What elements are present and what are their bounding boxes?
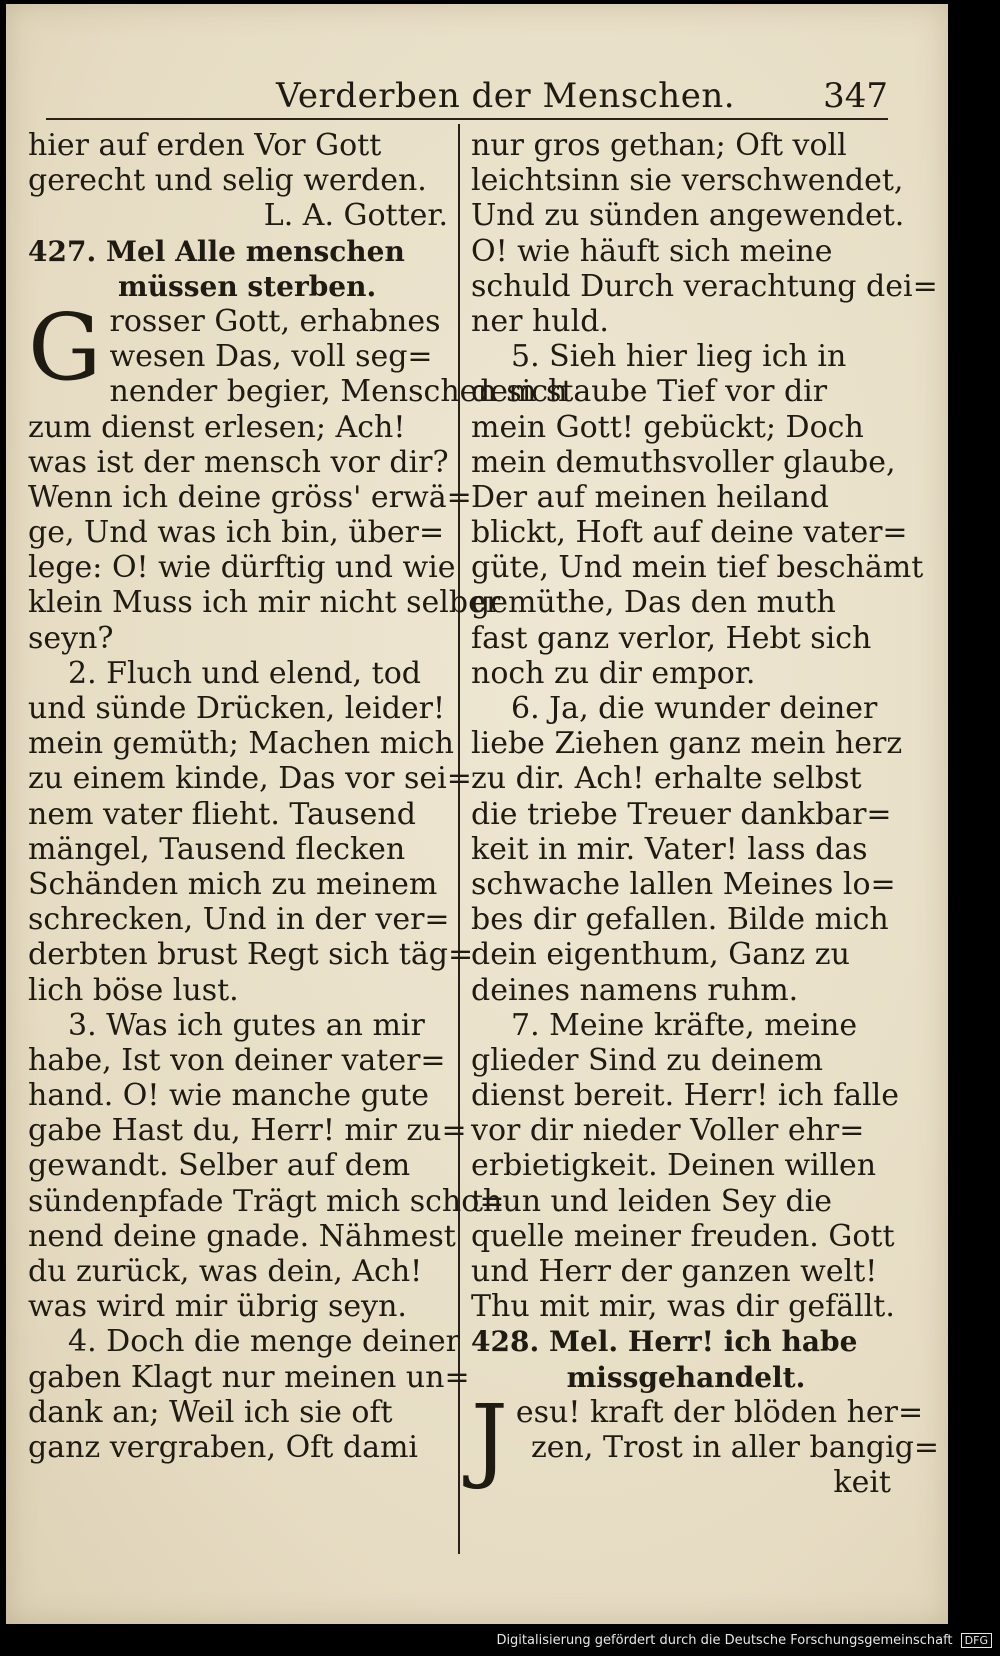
text-line-content: bes dir gefallen. Bilde mich <box>471 902 889 938</box>
text-line <box>28 198 458 233</box>
text-line <box>471 1078 901 1113</box>
text-line <box>471 691 901 726</box>
text-line-content: deines namens ruhm. <box>471 972 799 1008</box>
text-line <box>471 128 901 163</box>
text-line-content: leichtsinn sie verschwendet, <box>471 163 904 199</box>
text-line-content: und Herr der ganzen welt! <box>471 1254 878 1289</box>
text-line <box>471 163 904 199</box>
text-line-content: die triebe Treuer dankbar= <box>471 796 892 832</box>
text-line <box>471 515 908 551</box>
text-line-content: 3. Was ich gutes an mir <box>68 1007 425 1043</box>
text-line-content: 6. Ja, die wunder deiner <box>511 691 878 726</box>
text-line <box>471 374 901 409</box>
text-line-content: 4. Doch die menge deiner <box>68 1324 461 1360</box>
text-line <box>471 1043 901 1078</box>
text-line-content: nender begier, Menschen sich <box>109 374 568 410</box>
text-line <box>28 1324 461 1360</box>
text-line <box>471 585 901 620</box>
text-line <box>471 1148 901 1183</box>
text-line-content: dem staube Tief vor dir <box>471 374 828 410</box>
text-line-content: und sünde Drücken, leider! <box>28 691 446 726</box>
text-line <box>28 832 458 867</box>
text-line <box>471 797 901 832</box>
running-title: Verderben der Menschen. <box>276 76 736 116</box>
text-line-content: Und zu sünden angewendet. <box>471 198 905 234</box>
text-line-content: dienst bereit. Herr! ich falle <box>471 1078 900 1114</box>
text-line <box>28 1289 458 1324</box>
text-line <box>471 726 901 761</box>
text-line-content: mein gemüth; Machen mich <box>28 726 454 762</box>
text-line-content: wesen Das, voll seg= <box>109 339 433 375</box>
text-line <box>471 1429 940 1465</box>
text-line-content: güte, Und mein tief beschämt <box>471 550 924 586</box>
text-line <box>471 304 901 339</box>
footer-credit-text: Digitalisierung gefördert durch die Deutsche Forschungsgemeinschaft <box>496 1633 953 1648</box>
text-line <box>28 163 458 198</box>
text-line <box>28 1148 458 1183</box>
text-line-content: gemüthe, Das den muth <box>471 585 836 621</box>
text-line <box>471 268 938 304</box>
text-line-content: habe, Ist von deiner vater= <box>28 1042 446 1078</box>
page-number: 347 <box>823 76 888 116</box>
text-line-content: vor dir nieder Voller ehr= <box>471 1113 865 1149</box>
text-line-content: rosser Gott, erhabnes <box>109 303 441 339</box>
text-line-content: erbietigkeit. Deinen willen <box>471 1148 877 1184</box>
text-line <box>471 973 901 1008</box>
text-line-content: was ist der mensch vor dir? <box>28 444 449 480</box>
text-line <box>28 1043 458 1078</box>
text-line <box>471 198 905 234</box>
text-line <box>28 479 472 515</box>
text-line-content: zu einem kinde, Das vor sei= <box>28 761 472 797</box>
text-line <box>471 1289 901 1324</box>
book-page <box>6 4 948 1624</box>
text-line-content: du zurück, was dein, Ach! <box>28 1254 423 1289</box>
text-line-content: zu dir. Ach! erhalte selbst <box>471 761 862 797</box>
text-line <box>471 550 924 586</box>
text-line-content: schwache lallen Meines lo= <box>471 866 896 902</box>
page-header <box>46 74 888 120</box>
text-line <box>28 234 458 269</box>
text-line-content: ner huld. <box>471 303 609 339</box>
text-line-content: O! wie häuft sich meine <box>471 233 833 269</box>
text-line-content: esu! kraft der blöden her= <box>515 1394 924 1430</box>
text-line <box>471 867 901 902</box>
text-line-content: gabe Hast du, Herr! mir zu= <box>28 1113 467 1149</box>
text-line <box>28 1008 458 1043</box>
text-line-content: was wird mir übrig seyn. <box>28 1289 407 1325</box>
text-line <box>471 1465 901 1500</box>
text-line <box>471 937 901 972</box>
text-line-content: klein Muss ich mir nicht selber <box>28 585 501 621</box>
text-line-content: müssen sterben. <box>118 269 377 303</box>
text-line-content: liebe Ziehen ganz mein herz <box>471 726 903 762</box>
text-line <box>471 1219 901 1254</box>
text-line <box>28 1359 470 1395</box>
text-line-content: blickt, Hoft auf deine vater= <box>471 515 908 551</box>
text-line <box>471 410 901 445</box>
text-line-content: seyn? <box>28 620 114 656</box>
text-line-content: lich böse lust. <box>28 972 239 1008</box>
text-line-content: missgehandelt. <box>566 1360 806 1394</box>
text-line <box>28 656 458 691</box>
text-line-content: hand. O! wie manche gute <box>28 1078 429 1114</box>
text-line <box>28 550 458 585</box>
text-line <box>471 1394 924 1430</box>
text-line-content: 428. Mel. Herr! ich habe <box>471 1325 858 1359</box>
text-line <box>28 1113 467 1149</box>
text-line-content: Thu mit mir, was dir gefällt. <box>471 1289 895 1325</box>
text-line <box>471 1254 901 1289</box>
text-line <box>28 410 458 445</box>
text-line <box>28 797 458 832</box>
text-line-content: glieder Sind zu deinem <box>471 1042 823 1078</box>
text-line <box>28 1254 458 1289</box>
drop-cap: J <box>471 1384 508 1492</box>
drop-cap: G <box>28 293 102 401</box>
text-line-content: 2. Fluch und elend, tod <box>68 655 421 691</box>
text-line-content: Wenn ich deine gröss' erwä= <box>28 479 472 515</box>
text-line-content: keit <box>833 1465 891 1501</box>
right-column <box>471 128 940 1501</box>
text-line <box>28 867 458 902</box>
text-line <box>28 902 458 937</box>
text-line <box>471 480 901 515</box>
text-line-content: zen, Trost in aller bangig= <box>531 1429 940 1465</box>
text-line <box>471 445 901 480</box>
text-line-content: Der auf meinen heiland <box>471 479 829 515</box>
text-line-content: fast ganz verlor, Hebt sich <box>471 620 872 656</box>
text-line <box>471 1008 901 1043</box>
footer-credit <box>496 1633 992 1648</box>
text-line <box>471 761 901 796</box>
text-line-content: ge, Und was ich bin, über= <box>28 515 445 551</box>
text-line <box>28 1395 458 1430</box>
text-line <box>28 1219 458 1254</box>
text-line-content: nend deine gnade. Nähmest <box>28 1218 456 1254</box>
text-line <box>471 1113 901 1148</box>
text-line-content: quelle meiner freuden. Gott <box>471 1218 895 1254</box>
text-line-content: lege: O! wie dürftig und wie <box>28 550 456 586</box>
text-line-content: zum dienst erlesen; Ach! <box>28 409 406 445</box>
text-line-content: mein Gott! gebückt; Doch <box>471 409 864 445</box>
text-line <box>471 832 901 867</box>
text-line <box>471 656 901 691</box>
text-line <box>471 621 901 656</box>
text-line-content: 5. Sieh hier lieg ich in <box>511 339 847 375</box>
text-line-content: keit in mir. Vater! lass das <box>471 831 868 867</box>
dfg-logo: DFG <box>961 1633 992 1648</box>
text-line-content: Schänden mich zu meinem <box>28 866 438 902</box>
text-line-content: gaben Klagt nur meinen un= <box>28 1359 470 1395</box>
text-line <box>471 1360 901 1395</box>
text-line <box>28 726 458 761</box>
text-line <box>471 234 901 269</box>
text-line <box>28 691 458 726</box>
text-line-content: nur gros gethan; Oft voll <box>471 128 847 163</box>
text-line-content: derbten brust Regt sich täg= <box>28 937 474 973</box>
text-line-content: mängel, Tausend flecken <box>28 831 406 867</box>
text-line <box>28 515 458 550</box>
text-line-content: dank an; Weil ich sie oft <box>28 1394 393 1430</box>
text-line <box>471 902 901 937</box>
text-line <box>28 621 458 656</box>
text-line <box>28 585 501 621</box>
text-line-content: schuld Durch verachtung dei= <box>471 268 938 304</box>
text-line <box>28 445 458 480</box>
text-line-content: 7. Meine kräfte, meine <box>511 1007 858 1043</box>
text-line-content: mein demuthsvoller glaube, <box>471 444 896 480</box>
text-line <box>28 761 472 797</box>
text-line-content: noch zu dir empor. <box>471 655 756 691</box>
text-line-content: L. A. Gotter. <box>263 198 448 234</box>
text-line-content: thun und leiden Sey die <box>471 1183 833 1219</box>
text-line <box>471 339 901 374</box>
text-line <box>28 973 458 1008</box>
text-line <box>28 1430 458 1465</box>
text-line-content: hier auf erden Vor Gott <box>28 128 382 163</box>
text-line <box>28 1078 458 1113</box>
text-line <box>28 937 474 973</box>
text-line-content: gerecht und selig werden. <box>28 163 427 199</box>
text-line-content: ganz vergraben, Oft dami <box>28 1429 418 1465</box>
text-line <box>471 1184 901 1219</box>
text-line-content: sündenpfade Trägt mich scho= <box>28 1183 505 1219</box>
text-line-content: gewandt. Selber auf dem <box>28 1148 411 1184</box>
text-line <box>471 1324 901 1359</box>
text-line-content: schrecken, Und in der ver= <box>28 902 450 938</box>
text-line-content: dein eigenthum, Ganz zu <box>471 937 850 973</box>
text-line-content: nem vater flieht. Tausend <box>28 796 416 832</box>
text-line-content: 427. Mel Alle menschen <box>28 234 405 268</box>
text-line <box>28 1183 505 1219</box>
text-line <box>28 128 458 163</box>
